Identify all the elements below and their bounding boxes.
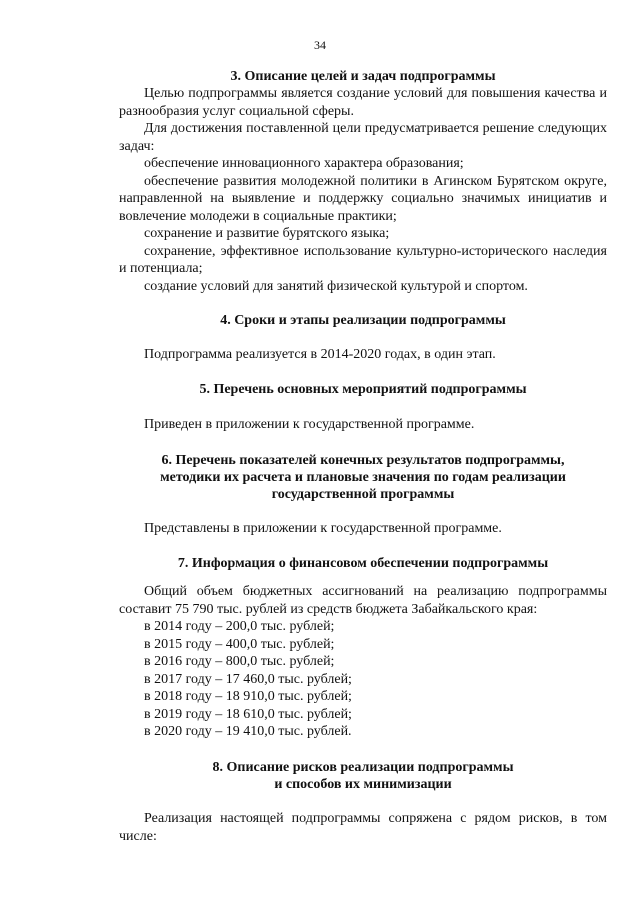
funding-year-item: в 2014 году – 200,0 тыс. рублей; — [144, 619, 335, 634]
section-5-text: Приведен в приложении к государственной программе. — [144, 417, 475, 432]
section-7-heading: 7. Информация о финансовом обеспечении подпрограммы — [177, 556, 549, 571]
section-8-body — [119, 810, 607, 845]
section-7-body — [119, 583, 607, 741]
section-4 — [119, 312, 607, 329]
section-6-heading-line: государственной программы — [271, 487, 455, 502]
section-8-heading-line: и способов их минимизации — [274, 777, 452, 792]
funding-year-item: в 2016 году – 800,0 тыс. рублей; — [144, 654, 335, 669]
funding-year-item: в 2015 году – 400,0 тыс. рублей; — [144, 636, 335, 652]
section-5-heading: 5. Перечень основных мероприятий подпрограммы — [199, 382, 527, 397]
section-5-body — [119, 416, 607, 434]
section-3-paragraph-1: Целью подпрограммы является создание условий для повышения качества и разнообразия услуг социальной сферы. — [119, 86, 607, 119]
funding-year-item: в 2017 году – 17 460,0 тыс. рублей; — [144, 671, 352, 687]
section-8-text: Реализация настоящей подпрограммы сопряжена с рядом рисков, в том числе: — [119, 811, 607, 844]
task-item: создание условий для занятий физической культурой и спортом. — [144, 278, 528, 294]
section-6-heading-line: методики их расчета и плановые значения по годам реализации — [160, 470, 566, 485]
section-4-heading: 4. Сроки и этапы реализации подпрограммы — [220, 313, 506, 328]
section-7 — [119, 555, 607, 572]
task-item: обеспечение развития молодежной политики в Агинском Бурятском округе, направленной на выявление и поддержку социально значимых инициатив и вовлечение молодежи в социальные практики; — [119, 173, 607, 224]
funding-year-item: в 2019 году – 18 610,0 тыс. рублей; — [144, 706, 352, 722]
section-6 — [119, 452, 607, 503]
section-7-paragraph-line-1: Общий объем бюджетных ассигнований на реализацию подпрограммы — [144, 584, 607, 599]
task-item: сохранение, эффективное использование культурно-исторического наследия и потенциала; — [119, 243, 607, 276]
section-7-paragraph-line-2: составит 75 790 тыс. рублей из средств бюджета Забайкальского края: — [119, 601, 538, 617]
task-item: сохранение и развитие бурятского языка; — [144, 226, 390, 241]
funding-year-item: в 2018 году – 18 910,0 тыс. рублей; — [144, 689, 352, 704]
section-8 — [119, 759, 607, 793]
section-4-text: Подпрограмма реализуется в 2014-2020 годах, в один этап. — [144, 347, 496, 362]
section-3 — [119, 68, 607, 295]
funding-year-item: в 2020 году – 19 410,0 тыс. рублей. — [144, 724, 352, 739]
section-6-body — [119, 520, 607, 538]
section-6-heading-line: 6. Перечень показателей конечных результатов подпрограммы, — [161, 453, 565, 468]
task-item: обеспечение инновационного характера образования; — [144, 156, 464, 171]
section-6-text: Представлены в приложении к государственной программе. — [144, 521, 502, 536]
section-4-body — [119, 346, 607, 364]
section-8-heading-line: 8. Описание рисков реализации подпрограммы — [212, 760, 514, 775]
section-5 — [119, 381, 607, 398]
section-3-heading: 3. Описание целей и задач подпрограммы — [230, 69, 496, 84]
page-number: 34 — [314, 38, 326, 52]
section-3-paragraph-2: Для достижения поставленной цели предусматривается решение следующих задач: — [119, 121, 607, 154]
